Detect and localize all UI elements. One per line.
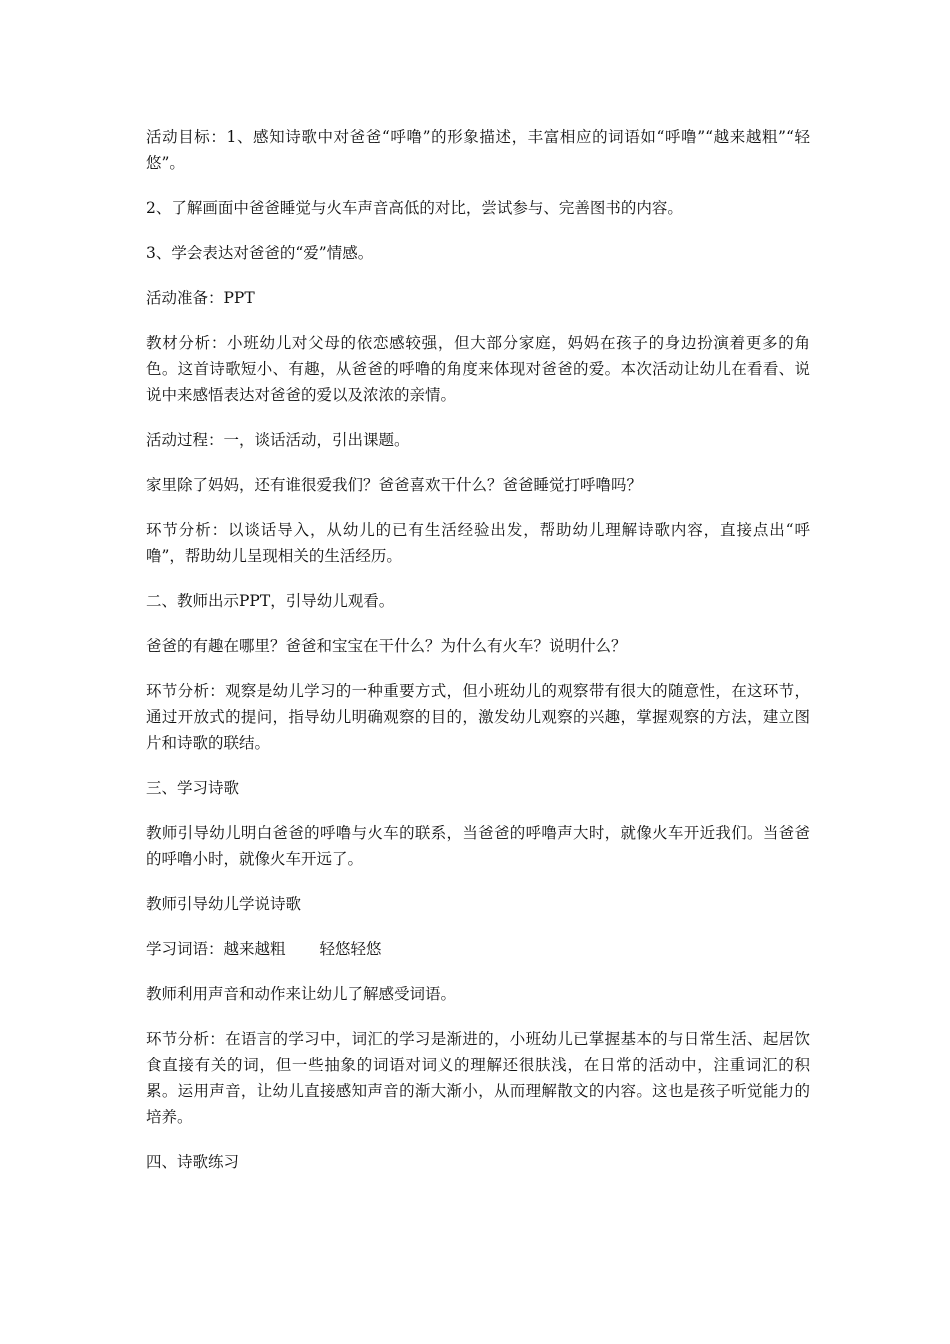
- paragraph-poem-guide: 教师引导幼儿明白爸爸的呼噜与火车的联系，当爸爸的呼噜声大时，就像火车开近我们。当爸爸的呼噜小时，就像火车开远了。: [146, 824, 810, 868]
- paragraph-questions-2: 爸爸的有趣在哪里？爸爸和宝宝在干什么？为什么有火车？说明什么？: [146, 637, 627, 655]
- paragraph-sound-action: 教师利用声音和动作来让幼儿了解感受词语。: [146, 985, 457, 1003]
- paragraph-process-2: 二、教师出示PPT，引导幼儿观看。: [146, 592, 395, 610]
- document-body: [146, 124, 810, 1194]
- paragraph-material-analysis: 教材分析：小班幼儿对父母的依恋感较强，但大部分家庭，妈妈在孩子的身边扮演着更多的角色。这首诗歌短小、有趣，从爸爸的呼噜的角度来体现对爸爸的爱。本次活动让幼儿在看看、说说中来感悟表达对爸爸的爱以及浓浓的亲情。: [146, 334, 810, 404]
- paragraph-process-3: 三、学习诗歌: [146, 779, 240, 797]
- paragraph-preparation: 活动准备：PPT: [146, 289, 255, 307]
- vocabulary-second: 轻悠轻悠: [319, 940, 382, 958]
- paragraph-vocabulary: [146, 936, 810, 962]
- paragraph-analysis-1: 环节分析：以谈话导入，从幼儿的已有生活经验出发，帮助幼儿理解诗歌内容，直接点出“呼噜”，帮助幼儿呈现相关的生活经历。: [146, 521, 810, 565]
- paragraph-questions-1: 家里除了妈妈，还有谁很爱我们？爸爸喜欢干什么？爸爸睡觉打呼噜吗？: [146, 476, 643, 494]
- paragraph-goal-1: 活动目标：1、感知诗歌中对爸爸“呼噜”的形象描述，丰富相应的词语如“呼噜”“越来越粗”“轻悠”。: [146, 128, 810, 172]
- paragraph-analysis-2: 环节分析：观察是幼儿学习的一种重要方式，但小班幼儿的观察带有很大的随意性，在这环节，通过开放式的提问，指导幼儿明确观察的目的，激发幼儿观察的兴趣，掌握观察的方法，建立图片和诗歌的联结。: [146, 682, 810, 752]
- paragraph-analysis-3: 环节分析：在语言的学习中，词汇的学习是渐进的，小班幼儿已掌握基本的与日常生活、起居饮食直接有关的词，但一些抽象的词语对词义的理解还很肤浅，在日常的活动中，注重词汇的积累。运用声音，让幼儿直接感知声音的渐大渐小，从而理解散文的内容。这也是孩子听觉能力的培养。: [146, 1030, 810, 1126]
- paragraph-goal-3: 3、学会表达对爸爸的“爱”情感。: [146, 244, 374, 262]
- paragraph-process-4: 四、诗歌练习: [146, 1153, 240, 1171]
- paragraph-poem-say: 教师引导幼儿学说诗歌: [146, 895, 302, 913]
- paragraph-goal-2: 2、了解画面中爸爸睡觉与火车声音高低的对比，尝试参与、完善图书的内容。: [146, 199, 683, 217]
- paragraph-process-1: 活动过程：一，谈话活动，引出课题。: [146, 431, 410, 449]
- vocabulary-label: 学习词语：越来越粗: [146, 940, 286, 958]
